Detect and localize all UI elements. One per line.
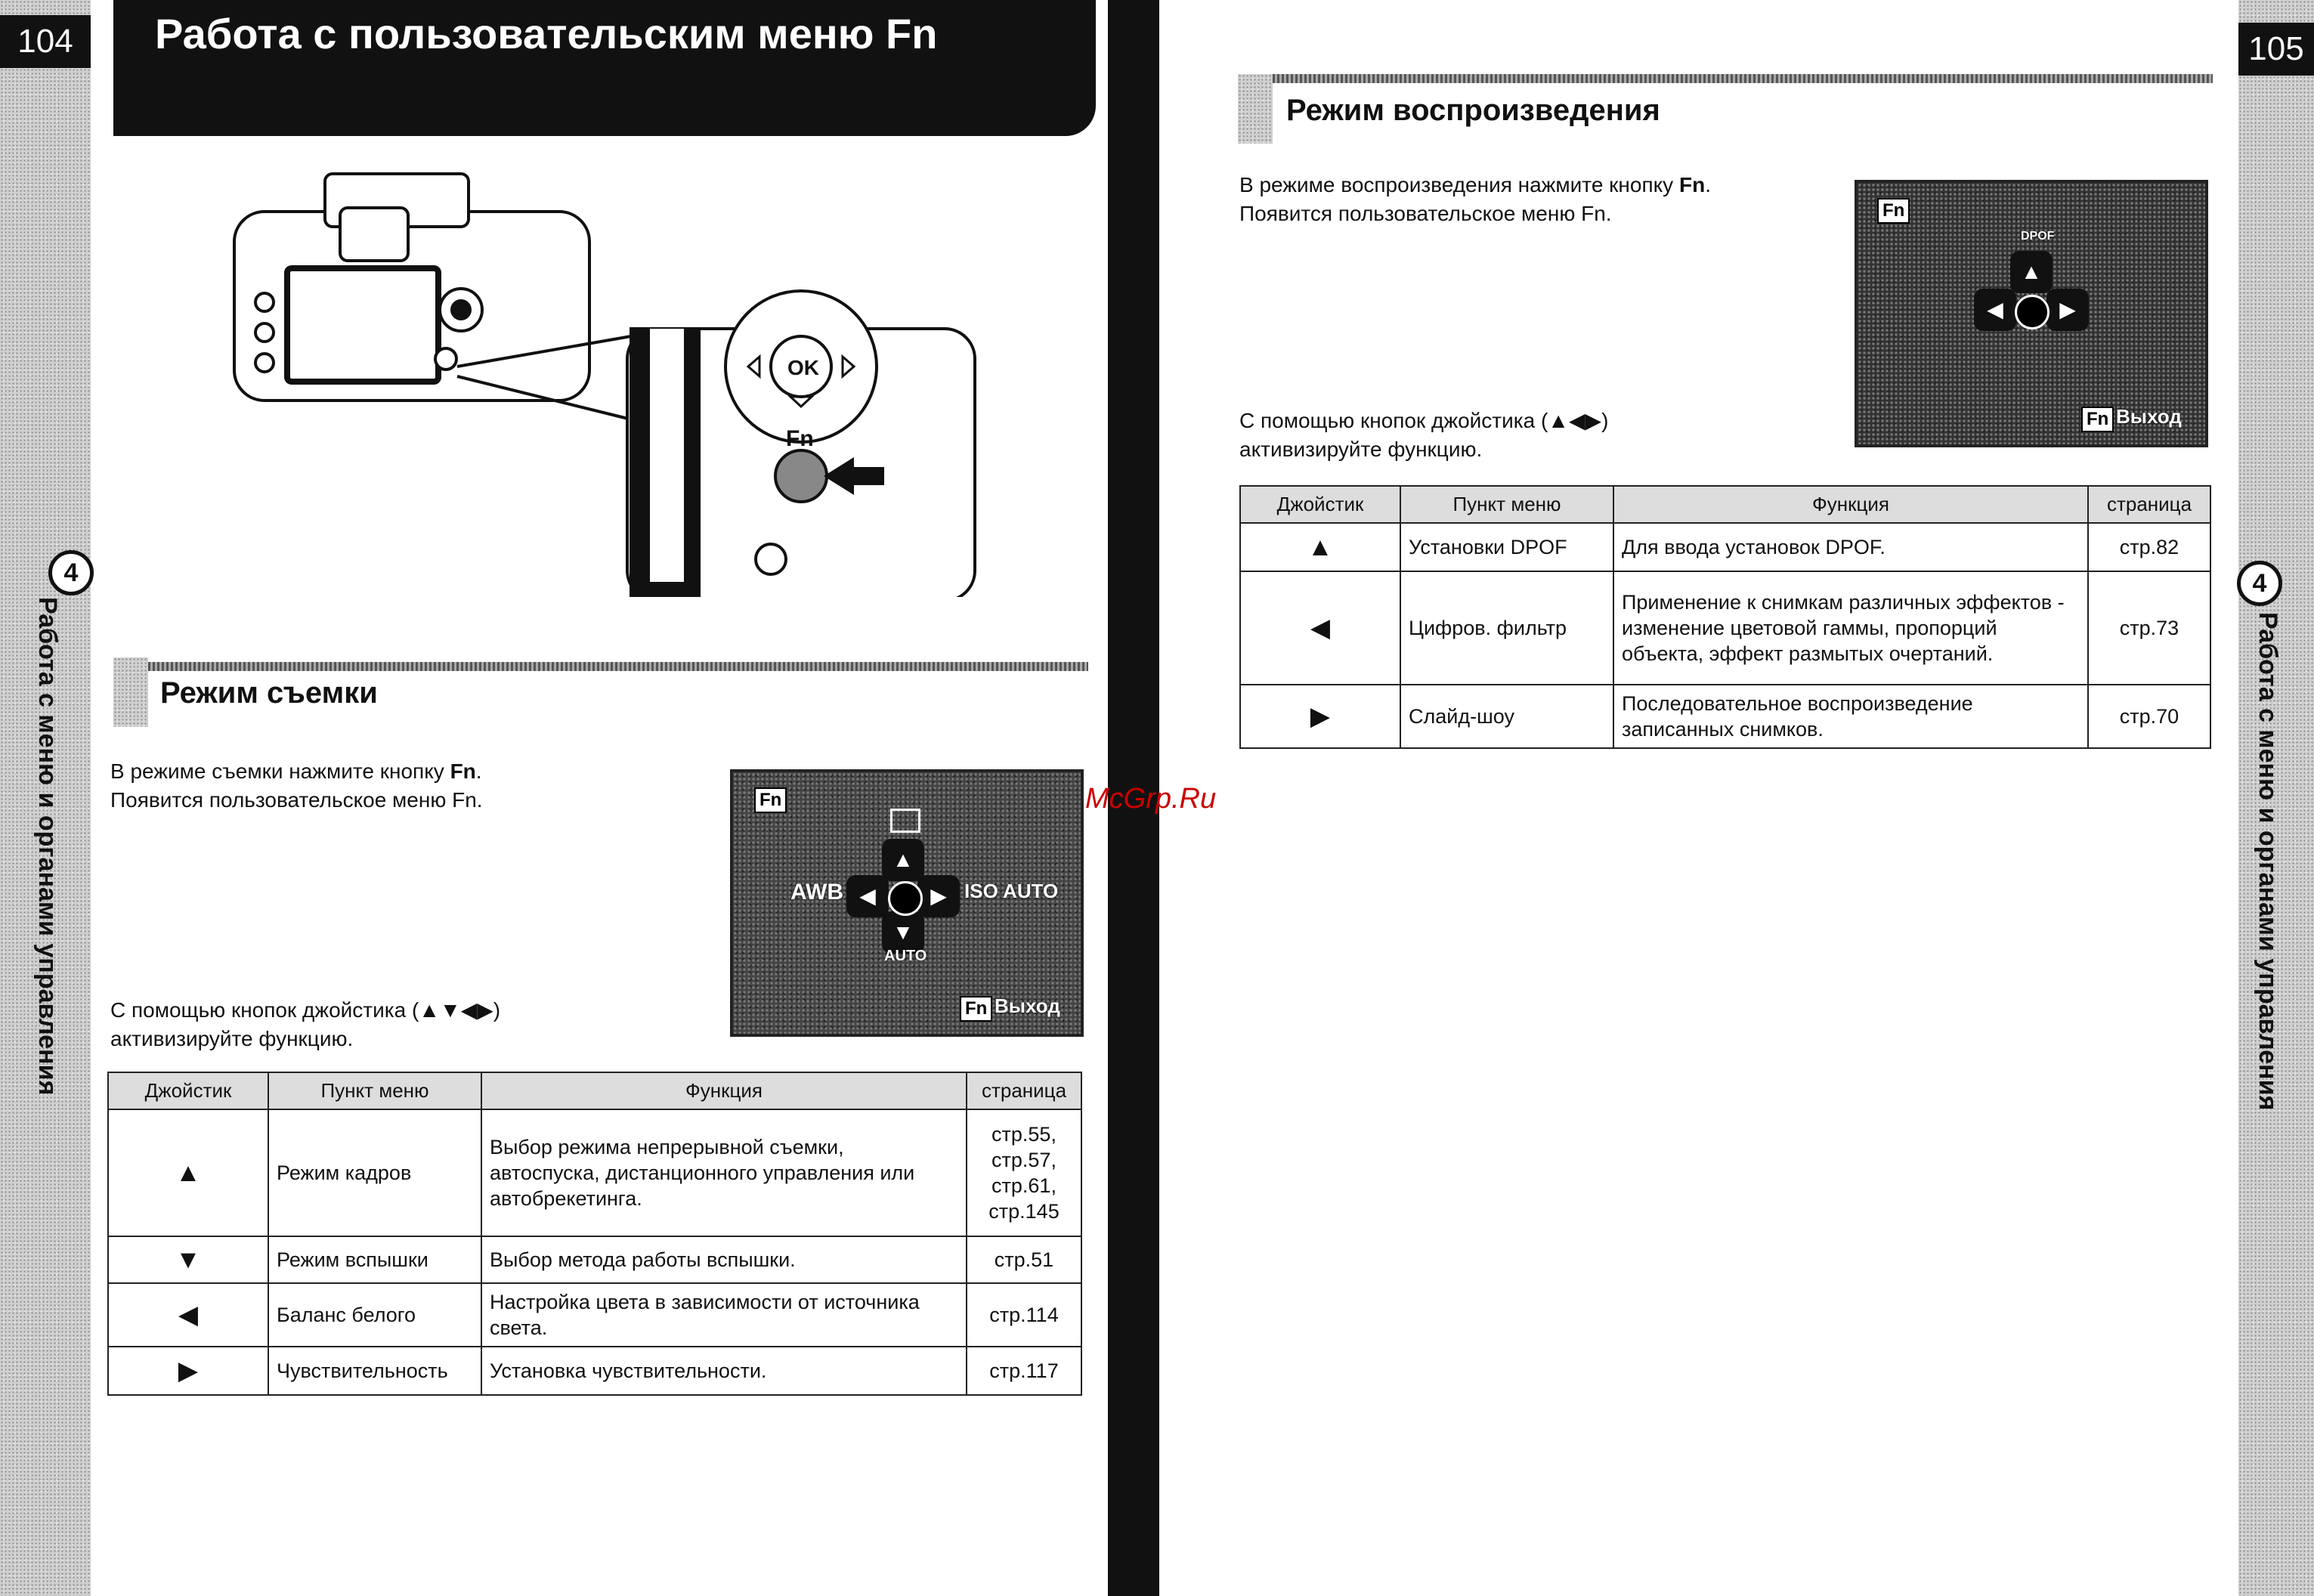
page-cell: стр.51 [967,1236,1081,1283]
function-cell: Настройка цвета в зависимости от источника света. [481,1283,967,1347]
table-row [108,1109,1081,1236]
col-function: Функция [481,1072,967,1109]
joystick-up-icon: ▲ [1240,523,1400,571]
lcd-left-icon: ◀ [846,875,889,917]
col-joystick: Джойстик [1240,486,1400,523]
lcd-right-icon: ▶ [2046,289,2089,331]
left-section-marker [113,657,148,727]
menu-item-cell: Цифров. фильтр [1400,571,1613,685]
col-page: страница [967,1072,1081,1109]
playback-fn-table [1239,485,2211,749]
table-header-row [108,1072,1081,1109]
lcd-up-icon: ▲ [882,839,924,881]
left-header-title: Работа с пользовательским меню Fn [155,10,938,57]
joystick-up-icon: ▲ [108,1109,268,1236]
table-row [108,1347,1081,1395]
function-cell: Применение к снимкам различных эффектов - изменение цветовой гаммы, пропорций объекта, эффект размытых очертаний. [1613,571,2088,685]
menu-item-cell: Режим кадров [268,1109,481,1236]
shooting-fn-table [107,1072,1082,1396]
col-page: страница [2088,486,2210,523]
left-intro-text: В режиме съемки нажмите кнопку Fn. Появится пользовательское меню Fn. [110,759,483,812]
joystick-left-icon: ◀ [1240,571,1400,685]
lcd-iso-label: ISO AUTO [964,880,1059,902]
lcd-exit-label: Выход [995,994,1060,1017]
fn-button-label: Fn [786,426,814,451]
right-section-marker [1238,74,1273,144]
table-row [108,1283,1081,1347]
menu-item-cell: Чувствительность [268,1347,481,1395]
right-chapter-tab-text: Работа с меню и органами управления [2254,612,2282,1111]
lcd-exit-fn-badge: Fn [960,996,992,1022]
function-cell: Выбор режима непрерывной съемки, автоспуска, дистанционного управления или автобрекетинга. [481,1109,967,1236]
page-cell: стр.73 [2088,571,2210,685]
function-cell: Установка чувствительности. [481,1347,967,1395]
col-joystick: Джойстик [108,1072,268,1109]
right-section-title: Режим воспроизведения [1286,94,1660,127]
menu-item-cell: Баланс белого [268,1283,481,1347]
joystick-down-icon: ▼ [108,1236,268,1283]
lcd-center-dot [888,881,923,916]
menu-item-cell: Слайд-шоу [1400,685,1613,748]
right-chapter-badge: 4 [2237,561,2282,606]
left-page-number: 104 [0,15,91,68]
lcd-auto-flash-label: AUTO [884,948,927,964]
menu-item-cell: Установки DPOF [1400,523,1613,571]
left-chapter-tab-text: Работа с меню и органами управления [33,597,62,1096]
table-row [1240,571,2210,685]
page-cell: стр.117 [967,1347,1081,1395]
camera-illustration [219,166,990,597]
lcd-center-dot [2015,295,2049,329]
menu-item-cell: Режим вспышки [268,1236,481,1283]
page-cell: стр.82 [2088,523,2210,571]
right-page-number: 105 [2238,23,2314,76]
lcd-up-icon: ▲ [2010,251,2053,293]
left-section-rule [148,662,1088,671]
function-cell: Последовательное воспроизведение записанных снимков. [1613,685,2088,748]
table-header-row [1240,486,2210,523]
right-section-rule [1273,74,2213,83]
ok-button-label: OK [787,356,819,379]
function-cell: Для ввода установок DPOF. [1613,523,2088,571]
table-row [1240,523,2210,571]
right-instruction-text: С помощью кнопок джойстика (▲◀▶) активизируйте функцию. [1239,409,1609,461]
watermark: McGrp.Ru [1085,783,1217,815]
lcd-frame-icon [890,809,920,833]
lcd-awb-label: AWB [790,880,843,905]
lcd-exit-label: Выход [2116,405,2182,428]
lcd-left-icon: ◀ [1974,289,2016,331]
left-instruction-text: С помощью кнопок джойстика (▲▼◀▶) активизируйте функцию. [110,998,501,1050]
joystick-left-icon: ◀ [108,1283,268,1347]
lcd-fn-badge: Fn [1877,198,1910,224]
lcd-down-icon: ▼ [882,911,924,954]
table-row [1240,685,2210,748]
page-cell: стр.114 [967,1283,1081,1347]
lcd-exit-fn-badge: Fn [2081,407,2114,432]
joystick-right-icon: ▶ [1240,685,1400,748]
table-row [108,1236,1081,1283]
left-section-title: Режим съемки [160,676,378,710]
right-intro-text: В режиме воспроизведения нажмите кнопку Fn. Появится пользовательское меню Fn. [1239,173,1711,225]
function-cell: Выбор метода работы вспышки. [481,1236,967,1283]
shooting-lcd-screen [730,769,1084,1037]
lcd-fn-badge: Fn [754,787,787,813]
left-chapter-badge: 4 [48,550,94,595]
lcd-right-icon: ▶ [917,875,960,917]
page-cell: стр.55, стр.57, стр.61, стр.145 [967,1109,1081,1236]
playback-lcd-screen [1855,180,2208,447]
col-function: Функция [1613,486,2088,523]
col-menu-item: Пункт меню [1400,486,1613,523]
joystick-right-icon: ▶ [108,1347,268,1395]
lcd-dpof-label: DPOF [2021,230,2055,243]
page-cell: стр.70 [2088,685,2210,748]
col-menu-item: Пункт меню [268,1072,481,1109]
